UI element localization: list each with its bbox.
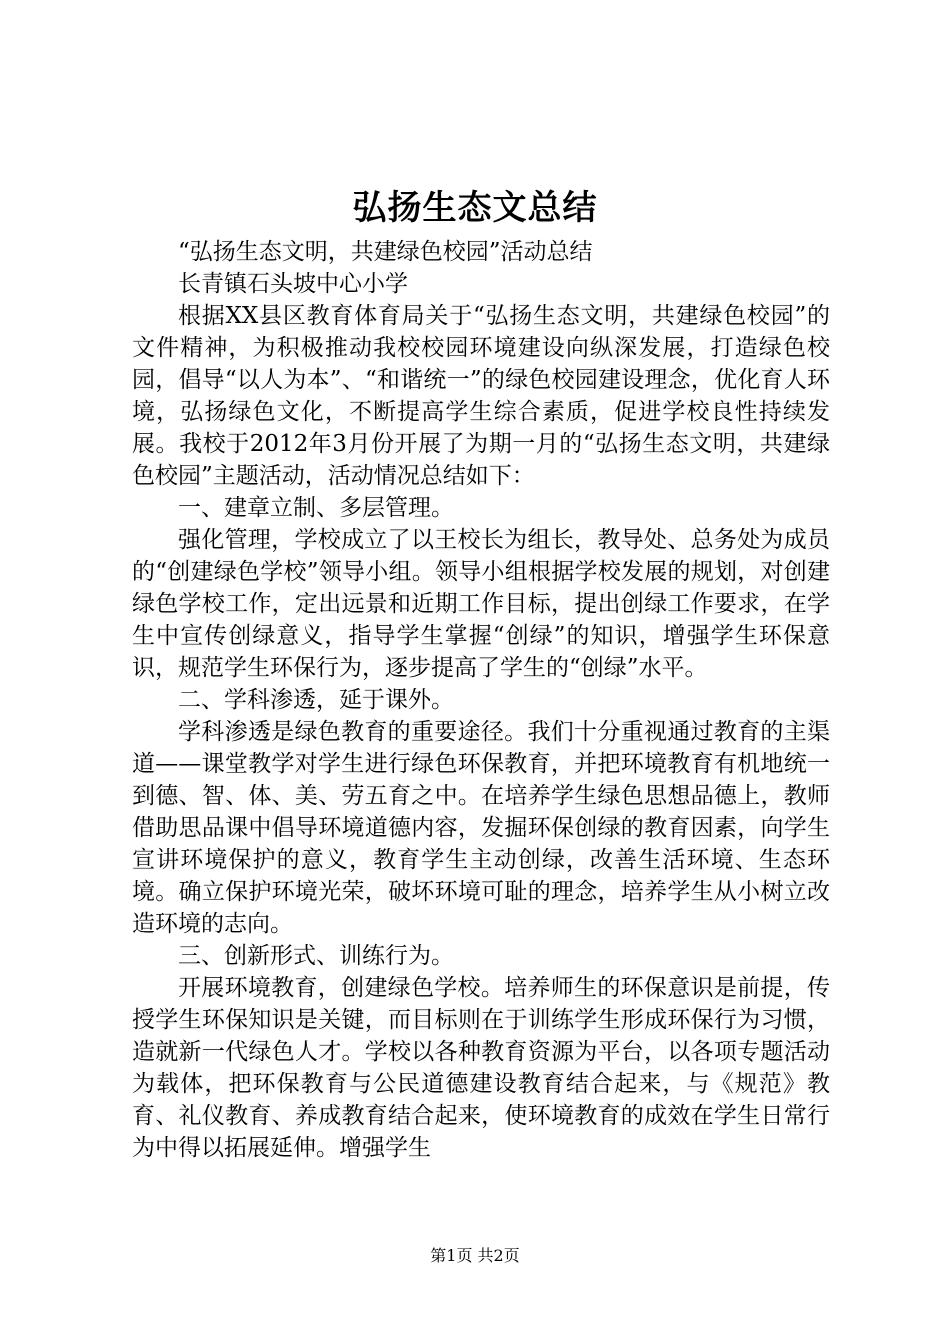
section-paragraph-1: 强化管理，学校成立了以王校长为组长，教导处、总务处为成员的“创建绿色学校”领导小组。领导小组根据学校发展的规划，对创建绿色学校工作，定出远景和近期工作目标，提出创绿工作要求，在学生中宣传创绿意义，指导学生掌握“创绿”的知识，增强学生环保意识，规范学生环保行为，逐步提高了学生的“创绿”水平。 bbox=[132, 527, 830, 681]
section-paragraph-2: 学科渗透是绿色教育的重要途径。我们十分重视通过教育的主渠道——课堂教学对学生进行绿色环保教育，并把环境教育有机地统一到德、智、体、美、劳五育之中。在培养学生绿色思想品德上，教师借助思品课中倡导环境道德内容，发掘环保创绿的教育因素，向学生宣讲环境保护的意义，教育学生主动创绿，改善生活环境、生态环境。确立保护环境光荣，破坏环境可耻的理念，培养学生从小树立改造环境的志向。 bbox=[132, 719, 830, 937]
document-title: 弘扬生态文总结 bbox=[352, 188, 598, 228]
activity-title-line: “弘扬生态文明，共建绿色校园”活动总结 bbox=[178, 239, 593, 265]
section-heading-2: 二、学科渗透，延于课外。 bbox=[178, 687, 454, 713]
page-number-footer: 第1页 共2页 bbox=[430, 1246, 520, 1265]
section-heading-1: 一、建章立制、多层管理。 bbox=[178, 495, 454, 521]
document-body bbox=[132, 236, 830, 1164]
school-name-line: 长青镇石头坡中心小学 bbox=[178, 271, 408, 297]
intro-paragraph: 根据XX县区教育体育局关于“弘扬生态文明，共建绿色校园”的文件精神，为积极推动我校校园环境建设向纵深发展，打造绿色校园，倡导“以人为本”、“和谐统一”的绿色校园建设理念，优化育人环境，弘扬绿色文化，不断提高学生综合素质，促进学校良性持续发展。我校于2012年3月份开展了为期一月的“弘扬生态文明，共建绿色校园”主题活动，活动情况总结如下： bbox=[132, 303, 830, 489]
section-paragraph-3: 开展环境教育，创建绿色学校。培养师生的环保意识是前提，传授学生环保知识是关键，而目标则在于训练学生形成环保行为习惯，造就新一代绿色人才。学校以各种教育资源为平台，以各项专题活动为载体，把环保教育与公民道德建设教育结合起来，与《规范》教育、礼仪教育、养成教育结合起来，使环境教育的成效在学生日常行为中得以拓展延伸。增强学生 bbox=[132, 975, 830, 1161]
section-heading-3: 三、创新形式、训练行为。 bbox=[178, 943, 454, 969]
